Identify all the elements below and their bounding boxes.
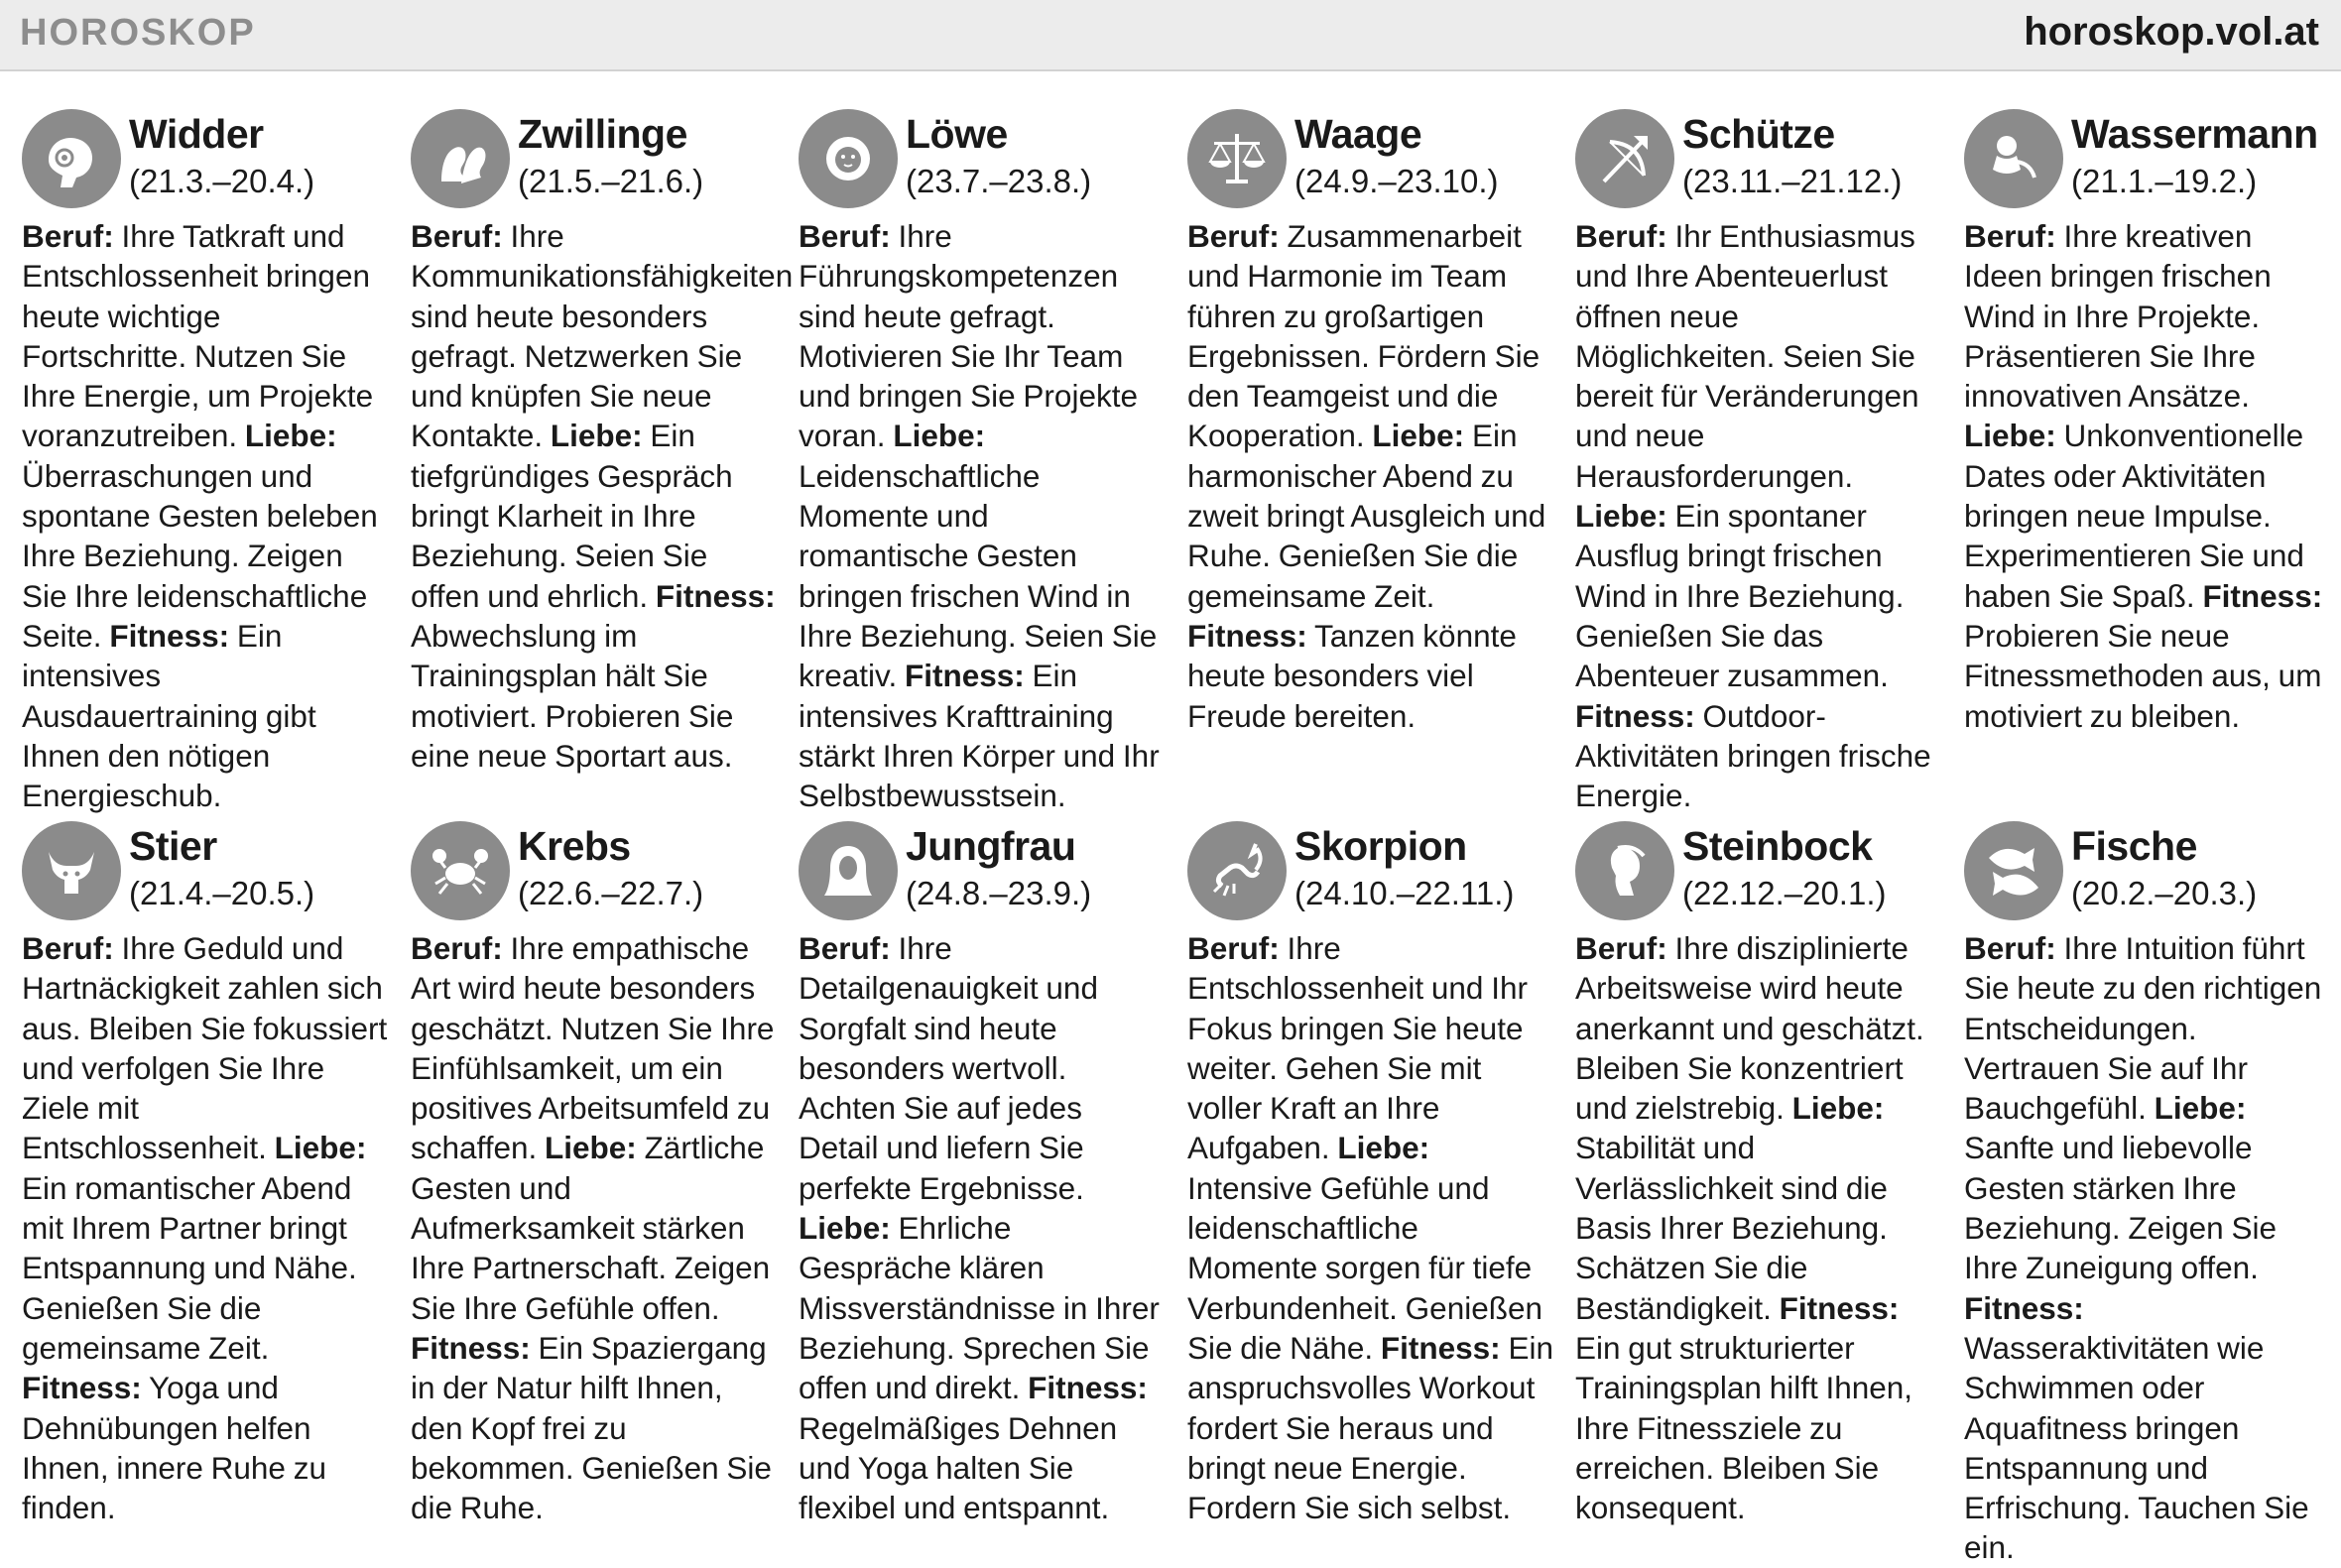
liebe-label: Liebe: [1337, 1130, 1430, 1166]
liebe-label: Liebe: [1372, 418, 1465, 454]
sign-dates: (21.3.–20.4.) [129, 163, 315, 199]
liebe-label: Liebe: [2154, 1090, 2247, 1127]
sign-fische [1964, 821, 2331, 1568]
sign-text [1575, 928, 1942, 1527]
liebe-text: Stabilität und Verlässlichkeit sind die Basis Ihrer Beziehung. Schätzen Sie die Beständigkeit. [1575, 1130, 1888, 1326]
beruf-label: Beruf: [411, 930, 503, 966]
sign-dates: (21.1.–19.2.) [2071, 163, 2258, 199]
liebe-text: Ein spontaner Ausflug bringt frischen Wind in Ihre Beziehung. Genießen Sie das Abenteuer zusammen. [1575, 498, 1905, 694]
sign-dates: (21.4.–20.5.) [129, 875, 315, 911]
fitness-label: Fitness: [109, 617, 230, 654]
sign-name: Stier [129, 823, 217, 869]
beruf-label: Beruf: [22, 218, 114, 254]
sign-dates: (24.8.–23.9.) [906, 875, 1092, 911]
fitness-label: Fitness: [1964, 1289, 2084, 1326]
fitness-text: Abwechslung im Trainingsplan hält Sie motiviert. Probieren Sie eine neue Sportart aus. [411, 617, 734, 774]
beruf-text: Ihre Entschlossenheit und Ihr Fokus bringen Sie heute weiter. Gehen Sie mit voller Kraft an Ihre Aufgaben. [1187, 930, 1528, 1166]
fitness-text: Regelmäßiges Dehnen und Yoga halten Sie flexibel und entspannt. [799, 1409, 1118, 1526]
beruf-text: Ihre Geduld und Hartnäckigkeit zahlen sich aus. Bleiben Sie fokussiert und verfolgen Sie Ihre Ziele mit Entschlossenheit. [22, 930, 388, 1166]
fitness-label: Fitness: [1187, 617, 1307, 654]
fitness-label: Fitness: [1028, 1370, 1148, 1406]
fitness-label: Fitness: [411, 1329, 531, 1366]
sign-name: Fische [2071, 823, 2197, 869]
beruf-label: Beruf: [411, 218, 503, 254]
sign-header [1187, 109, 1554, 208]
sign-zwillinge [411, 109, 794, 776]
beruf-label: Beruf: [1187, 218, 1280, 254]
sign-krebs [411, 821, 778, 1527]
beruf-label: Beruf: [1575, 218, 1667, 254]
virgin-icon [799, 821, 898, 920]
beruf-label: Beruf: [1964, 930, 2056, 966]
beruf-label: Beruf: [799, 930, 891, 966]
water-bearer-icon [1964, 109, 2063, 208]
sign-text [1575, 216, 1942, 815]
liebe-label: Liebe: [244, 418, 337, 454]
liebe-text: Zärtliche Gesten und Aufmerksamkeit stärken Ihre Partnerschaft. Zeigen Sie Ihre Gefühle offen. [411, 1130, 771, 1326]
crab-icon [411, 821, 510, 920]
fitness-label: Fitness: [1380, 1329, 1501, 1366]
sign-text [799, 216, 1166, 815]
sign-header [1575, 821, 1942, 920]
sign-name: Widder [129, 111, 264, 157]
fitness-text: Ein gut strukturierter Trainingsplan hilft Ihnen, Ihre Fitnessziele zu erreichen. Bleiben Sie konsequent. [1575, 1329, 1913, 1526]
fitness-label: Fitness: [655, 577, 776, 614]
liebe-text: Ein romantischer Abend mit Ihrem Partner bringt Entspannung und Nähe. Genießen Sie die gemeinsame Zeit. [22, 1169, 357, 1366]
beruf-text: Ihre kreativen Ideen bringen frischen Wind in Ihre Projekte. Präsentieren Sie Ihre innovativen Ansätze. [1964, 218, 2272, 415]
liebe-text: Unkonventionelle Dates oder Aktivitäten bringen neue Impulse. Experimentieren Sie und haben Sie Spaß. [1964, 418, 2304, 614]
sign-dates: (23.7.–23.8.) [906, 163, 1092, 199]
fitness-label: Fitness: [1575, 697, 1695, 734]
sign-text [22, 216, 389, 815]
scales-icon [1187, 109, 1287, 208]
sign-name: Jungfrau [906, 823, 1076, 869]
sign-header [1187, 821, 1554, 920]
beruf-text: Ihre Führungskompetenzen sind heute gefragt. Motivieren Sie Ihr Team und bringen Sie Projekte voran. [799, 218, 1138, 454]
beruf-text: Ihre Detailgenauigkeit und Sorgfalt sind heute besonders wertvoll. Achten Sie auf jedes Detail und liefern Sie perfekte Ergebnisse. [799, 930, 1098, 1206]
sign-text [411, 928, 778, 1527]
archer-icon [1575, 109, 1674, 208]
sign-header [22, 109, 389, 208]
beruf-text: Ihre disziplinierte Arbeitsweise wird heute anerkannt und geschätzt. Bleiben Sie konzentriert und zielstrebig. [1575, 930, 1924, 1127]
fitness-text: Wasseraktivitäten wie Schwimmen oder Aquafitness bringen Entspannung und Erfrischung. Tauchen Sie ein. [1964, 1329, 2309, 1566]
fitness-label: Fitness: [1779, 1289, 1900, 1326]
sign-header [799, 109, 1166, 208]
sign-steinbock [1575, 821, 1942, 1527]
sign-dates: (24.9.–23.10.) [1294, 163, 1499, 199]
scorpion-icon [1187, 821, 1287, 920]
twins-icon [411, 109, 510, 208]
sign-name: Löwe [906, 111, 1008, 157]
beruf-label: Beruf: [799, 218, 891, 254]
beruf-text: Ihre Kommunikationsfähigkeiten sind heute besonders gefragt. Netzwerken Sie und knüpfen Sie neue Kontakte. [411, 218, 794, 454]
sign-waage [1187, 109, 1554, 736]
liebe-label: Liebe: [1964, 418, 2056, 454]
sign-header [799, 821, 1166, 920]
sign-header [1575, 109, 1942, 208]
sign-text [1187, 928, 1554, 1527]
sign-name: Waage [1294, 111, 1422, 157]
sign-text [1964, 928, 2331, 1568]
fitness-text: Probieren Sie neue Fitnessmethoden aus, um motiviert zu bleiben. [1964, 617, 2322, 734]
sign-header [1964, 109, 2331, 208]
fitness-text: Ein anspruchsvolles Workout fordert Sie heraus und bringt neue Energie. Fordern Sie sich selbst. [1187, 1329, 1553, 1526]
beruf-label: Beruf: [1575, 930, 1667, 966]
fitness-label: Fitness: [22, 1370, 142, 1406]
sign-name: Steinbock [1682, 823, 1873, 869]
sign-jungfrau [799, 821, 1166, 1527]
sign-name: Wassermann [2071, 111, 2318, 157]
liebe-label: Liebe: [274, 1130, 367, 1166]
fitness-text: Ein Spaziergang in der Natur hilft Ihnen, den Kopf frei zu bekommen. Genießen Sie die Ruhe. [411, 1329, 772, 1526]
sign-dates: (20.2.–20.3.) [2071, 875, 2258, 911]
liebe-text: Leidenschaftliche Momente und romantische Gesten bringen frischen Wind in Ihre Beziehung. Seien Sie kreativ. [799, 457, 1158, 694]
beruf-label: Beruf: [22, 930, 114, 966]
sign-widder [22, 109, 389, 815]
liebe-text: Überraschungen und spontane Gesten beleben Ihre Beziehung. Zeigen Sie Ihre leidenschaftliche Seite. [22, 457, 378, 654]
sign-name: Schütze [1682, 111, 1835, 157]
sign-name: Zwillinge [518, 111, 687, 157]
beruf-label: Beruf: [1964, 218, 2056, 254]
liebe-text: Ein harmonischer Abend zu zweit bringt Ausgleich und Ruhe. Genießen Sie die gemeinsame Zeit. [1187, 418, 1546, 614]
liebe-label: Liebe: [893, 418, 986, 454]
site-link[interactable]: horoskop.vol.at [2024, 10, 2319, 54]
beruf-label: Beruf: [1187, 930, 1280, 966]
sign-header [411, 109, 778, 208]
fitness-text: Yoga und Dehnübungen helfen Ihnen, innere Ruhe zu finden. [22, 1370, 326, 1526]
liebe-label: Liebe: [545, 1130, 637, 1166]
sign-name: Skorpion [1294, 823, 1467, 869]
fitness-text: Outdoor-Aktivitäten bringen frische Energie. [1575, 697, 1931, 814]
page-title: HOROSKOP [20, 12, 256, 54]
liebe-text: Ein tiefgründiges Gespräch bringt Klarheit in Ihre Beziehung. Seien Sie offen und ehrlich. [411, 418, 733, 614]
sign-schütze [1575, 109, 1942, 815]
beruf-text: Ihr Enthusiasmus und Ihre Abenteuerlust öffnen neue Möglichkeiten. Seien Sie bereit für Veränderungen und neue Herausforderungen. [1575, 218, 1919, 494]
sign-text [411, 216, 794, 776]
liebe-text: Ehrliche Gespräche klären Missverständnisse in Ihrer Beziehung. Sprechen Sie offen und direkt. [799, 1210, 1160, 1406]
beruf-text: Ihre Tatkraft und Entschlossenheit bringen heute wichtige Fortschritte. Nutzen Sie Ihre Energie, um Projekte voranzutreiben. [22, 218, 374, 454]
sign-dates: (21.5.–21.6.) [518, 163, 704, 199]
fitness-label: Fitness: [2202, 577, 2323, 614]
fitness-text: Ein intensives Krafttraining stärkt Ihren Körper und Ihr Selbstbewusstsein. [799, 658, 1160, 814]
liebe-label: Liebe: [1575, 498, 1667, 535]
goat-icon [1575, 821, 1674, 920]
sign-text [799, 928, 1166, 1527]
sign-header [22, 821, 389, 920]
sign-header [1964, 821, 2331, 920]
sign-name: Krebs [518, 823, 631, 869]
sign-dates: (22.12.–20.1.) [1682, 875, 1887, 911]
sign-dates: (24.10.–22.11.) [1294, 875, 1515, 911]
fish-icon [1964, 821, 2063, 920]
liebe-text: Sanfte und liebevolle Gesten stärken Ihre Beziehung. Zeigen Sie Ihre Zuneigung offen. [1964, 1130, 2277, 1286]
sign-text [1964, 216, 2331, 736]
lion-icon [799, 109, 898, 208]
ram-icon [22, 109, 121, 208]
sign-dates: (23.11.–21.12.) [1682, 163, 1903, 199]
beruf-text: Zusammenarbeit und Harmonie im Team führen zu großartigen Ergebnissen. Fördern Sie den Teamgeist und die Kooperation. [1187, 218, 1540, 454]
sign-skorpion [1187, 821, 1554, 1527]
fitness-text: Tanzen könnte heute besonders viel Freude bereiten. [1187, 617, 1517, 734]
sign-text [22, 928, 389, 1527]
sign-löwe [799, 109, 1166, 815]
liebe-label: Liebe: [550, 418, 643, 454]
fitness-text: Ein intensives Ausdauertraining gibt Ihnen den nötigen Energieschub. [22, 617, 316, 814]
beruf-text: Ihre Intuition führt Sie heute zu den richtigen Entscheidungen. Vertrauen Sie auf Ihr Bauchgefühl. [1964, 930, 2322, 1127]
liebe-label: Liebe: [1791, 1090, 1885, 1127]
sign-stier [22, 821, 389, 1527]
bull-icon [22, 821, 121, 920]
sign-header [411, 821, 778, 920]
sign-text [1187, 216, 1554, 736]
sign-wassermann [1964, 109, 2331, 736]
sign-dates: (22.6.–22.7.) [518, 875, 704, 911]
beruf-text: Ihre empathische Art wird heute besonders geschätzt. Nutzen Sie Ihre Einfühlsamkeit, um ein positives Arbeitsumfeld zu schaffen. [411, 930, 775, 1166]
liebe-label: Liebe: [799, 1210, 891, 1247]
liebe-text: Intensive Gefühle und leidenschaftliche Momente sorgen für tiefe Verbundenheit. Genießen Sie die Nähe. [1187, 1169, 1543, 1366]
fitness-label: Fitness: [904, 658, 1025, 694]
